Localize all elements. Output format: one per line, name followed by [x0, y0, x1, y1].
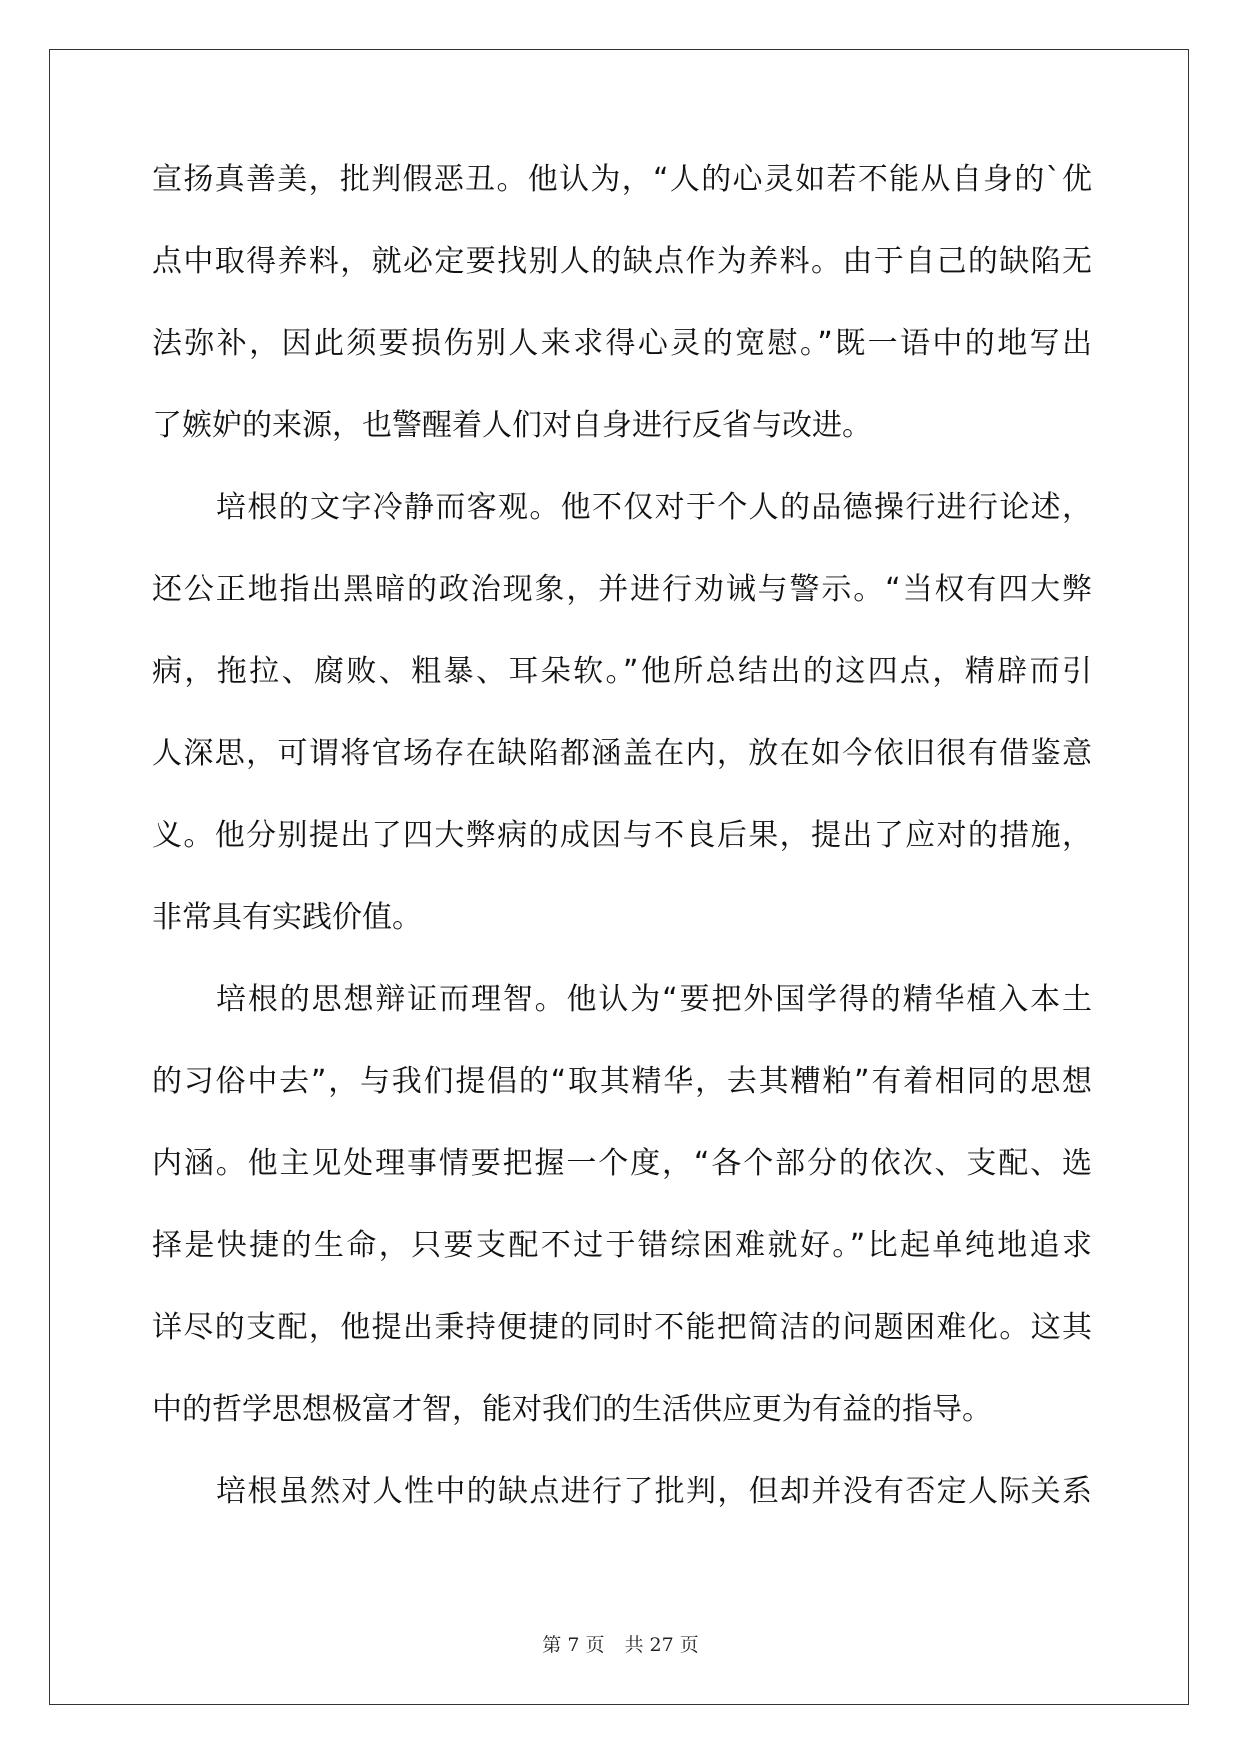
text-line: 点中取得养料，就必定要找别人的缺点作为养料。由于自己的缺陷无: [152, 244, 1092, 279]
text-line: 义。他分别提出了四大弊病的成因与不良后果，提出了应对的措施，: [152, 818, 1092, 853]
page-number: 第 7 页: [542, 1634, 605, 1656]
text-line: 详尽的支配，他提出秉持便捷的同时不能把简洁的问题困难化。这其: [152, 1310, 1092, 1345]
page-footer: [0, 1630, 1241, 1657]
text-line: 培根虽然对人性中的缺点进行了批判，但却并没有否定人际关系: [216, 1474, 1092, 1509]
text-line: 的习俗中去”，与我们提倡的“取其精华，去其糟粕”有着相同的思想: [152, 1064, 1092, 1099]
text-line: 中的哲学思想极富才智，能对我们的生活供应更为有益的指导。: [152, 1392, 992, 1427]
document-body: [152, 162, 1092, 1559]
text-line: 法弥补，因此须要损伤别人来求得心灵的宽慰。”既一语中的地写出: [152, 326, 1092, 361]
text-line: 还公正地指出黑暗的政治现象，并进行劝诫与警示。“当权有四大弊: [152, 572, 1092, 607]
text-line: 人深思，可谓将官场存在缺陷都涵盖在内，放在如今依旧很有借鉴意: [152, 736, 1092, 771]
page-total: 共 27 页: [624, 1634, 699, 1656]
text-line: 培根的思想辩证而理智。他认为“要把外国学得的精华植入本土: [216, 982, 1092, 1017]
text-line: 培根的文字冷静而客观。他不仅对于个人的品德操行进行论述，: [216, 490, 1092, 525]
text-line: 择是快捷的生命，只要支配不过于错综困难就好。”比起单纯地追求: [152, 1228, 1092, 1263]
text-line: 病，拖拉、腐败、粗暴、耳朵软。”他所总结出的这四点，精辟而引: [152, 654, 1092, 689]
text-line: 非常具有实践价值。: [152, 900, 422, 935]
text-line: 了嫉妒的来源，也警醒着人们对自身进行反省与改进。: [152, 408, 872, 443]
text-line: 内涵。他主见处理事情要把握一个度，“各个部分的依次、支配、选: [152, 1146, 1092, 1181]
text-line: 宣扬真善美，批判假恶丑。他认为，“人的心灵如若不能从自身的`优: [152, 162, 1092, 197]
